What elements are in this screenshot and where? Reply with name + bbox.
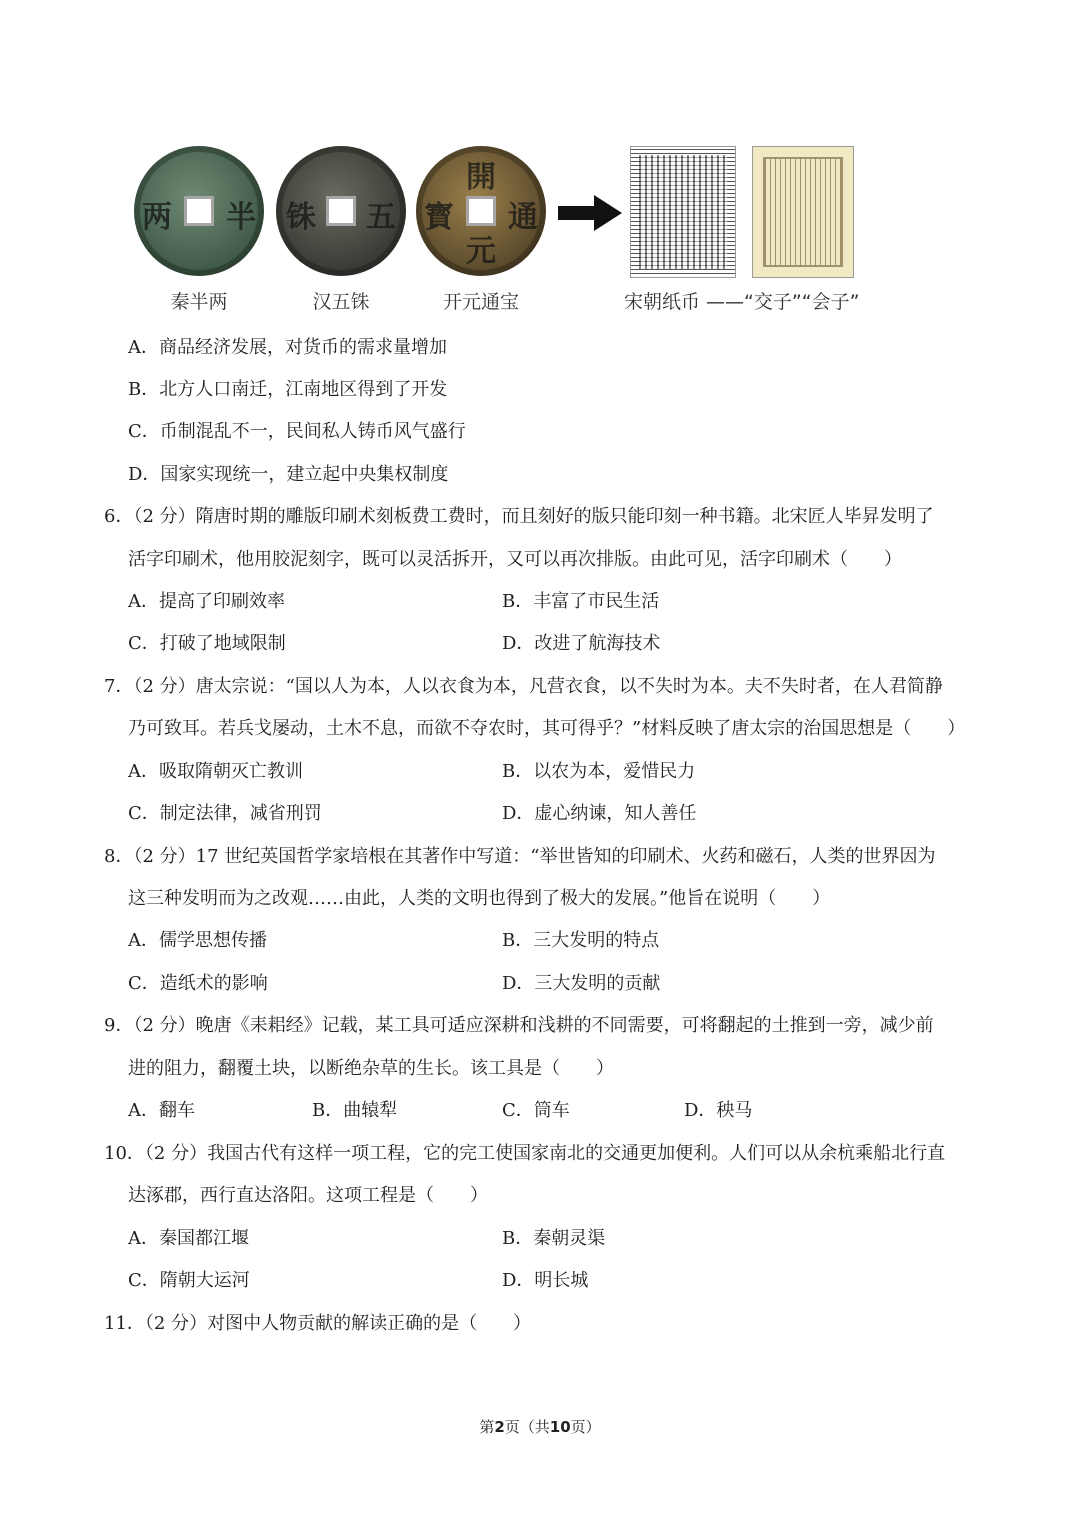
q7-stem-line2: 乃可致耳。若兵戈屡动，土木不息，而欲不夺农时，其可得乎？”材料反映了唐太宗的治国思想是（ ） xyxy=(128,718,966,739)
q9-option-b: B．曲辕犁 xyxy=(312,1100,398,1121)
q8-option-a: A．儒学思想传播 xyxy=(128,930,267,951)
q6-option-d: D．改进了航海技术 xyxy=(502,633,661,654)
coin-glyph-bottom: 元 xyxy=(466,234,496,269)
coin-glyph-top: 開 xyxy=(466,160,496,195)
coin-square-hole xyxy=(326,196,356,226)
coin-glyph-right: 五 xyxy=(366,200,396,235)
q9-option-d: D．秧马 xyxy=(684,1100,753,1121)
coin-glyph-left: 铢 xyxy=(286,200,316,235)
coin-glyph-left: 两 xyxy=(142,200,172,235)
coin-glyph-right: 通 xyxy=(508,200,538,235)
footer-total-pages: 10 xyxy=(549,1418,571,1436)
coin-square-hole xyxy=(466,196,496,226)
paper-money-label: 宋朝纸币 ——“交子”“会子” xyxy=(624,291,860,313)
q6-stem-line2: 活字印刷术，他用胶泥刻字，既可以灵活拆开，又可以再次排版。由此可见，活字印刷术（ ） xyxy=(128,549,902,570)
q8-option-c: C．造纸术的影响 xyxy=(128,973,268,994)
q7-option-b: B．以农为本，爱惜民力 xyxy=(502,761,696,782)
q7-option-c: C．制定法律，减省刑罚 xyxy=(128,803,322,824)
kaiyuan-tongbao-coin-image xyxy=(416,146,546,276)
q8-option-d: D．三大发明的贡献 xyxy=(502,973,661,994)
currency-evolution-figure xyxy=(128,140,873,318)
q6-option-a: A．提高了印刷效率 xyxy=(128,591,285,612)
q8-option-b: B．三大发明的特点 xyxy=(502,930,660,951)
q10-stem-line1: 10．（2 分）我国古代有这样一项工程，它的完工使国家南北的交通更加便利。人们可以从余杭乘船北行直 xyxy=(104,1143,946,1164)
q6-stem-line1: 6．（2 分）隋唐时期的雕版印刷术刻板费工费时，而且刻好的版只能印刻一种书籍。北宋匠人毕昇发明了 xyxy=(104,506,934,527)
q8-stem-line1: 8．（2 分）17 世纪英国哲学家培根在其著作中写道：“举世皆知的印刷术、火药和磁石，人类的世界因为 xyxy=(104,846,936,867)
arrow-head-icon xyxy=(594,195,622,231)
q9-option-c: C．筒车 xyxy=(502,1100,570,1121)
q11-stem-line1: 11．（2 分）对图中人物贡献的解读正确的是（ ） xyxy=(104,1313,532,1334)
coin-label-kaiyuan: 开元通宝 xyxy=(442,291,519,313)
han-wuzhu-coin-image xyxy=(276,146,406,276)
q10-option-b: B．秦朝灵渠 xyxy=(502,1228,606,1249)
q10-option-a: A．秦国都江堰 xyxy=(128,1228,249,1249)
q7-stem-line1: 7．（2 分）唐太宗说：“国以人为本，人以衣食为本，凡营衣食，以不失时为本。夫不失时者，在人君简静 xyxy=(104,676,943,697)
coin-label-qin: 秦半两 xyxy=(170,291,228,313)
coin-label-han: 汉五铢 xyxy=(312,291,370,313)
coin-glyph-right: 半 xyxy=(226,200,256,235)
arrow-right-icon xyxy=(558,206,598,220)
q10-option-c: C．隋朝大运河 xyxy=(128,1270,250,1291)
q9-stem-line2: 进的阻力，翻覆土块，以断绝杂草的生长。该工具是（ ） xyxy=(128,1058,614,1079)
footer-suffix: 页） xyxy=(570,1418,601,1436)
q9-option-a: A．翻车 xyxy=(128,1100,195,1121)
coin-glyph-left: 寳 xyxy=(424,200,454,235)
q6-option-c: C．打破了地域限制 xyxy=(128,633,286,654)
q10-option-d: D．明长城 xyxy=(502,1270,589,1291)
q5-option-c: C．币制混乱不一，民间私人铸币风气盛行 xyxy=(128,421,466,442)
qin-banliang-coin-image xyxy=(134,146,264,276)
footer-middle: 页（共 xyxy=(504,1418,550,1436)
coin-square-hole xyxy=(184,196,214,226)
footer-prefix: 第 xyxy=(479,1418,495,1436)
q6-option-b: B．丰富了市民生活 xyxy=(502,591,660,612)
q10-stem-line2: 达涿郡，西行直达洛阳。这项工程是（ ） xyxy=(128,1185,488,1206)
jiaozi-paper-money-image xyxy=(630,146,736,278)
q7-option-a: A．吸取隋朝灭亡教训 xyxy=(128,761,303,782)
huizi-paper-money-image xyxy=(752,146,854,278)
q5-option-b: B．北方人口南迁，江南地区得到了开发 xyxy=(128,379,448,400)
page-footer xyxy=(0,1416,1080,1437)
q9-stem-line1: 9．（2 分）晚唐《耒耜经》记载，某工具可适应深耕和浅耕的不同需要，可将翻起的土推到一旁，减少前 xyxy=(104,1015,934,1036)
footer-page-number: 2 xyxy=(494,1418,505,1436)
q8-stem-line2: 这三种发明而为之改观……由此，人类的文明也得到了极大的发展。”他旨在说明（ ） xyxy=(128,888,831,909)
q5-option-a: A．商品经济发展，对货币的需求量增加 xyxy=(128,337,447,358)
q7-option-d: D．虚心纳谏，知人善任 xyxy=(502,803,697,824)
q5-option-d: D．国家实现统一，建立起中央集权制度 xyxy=(128,464,449,485)
